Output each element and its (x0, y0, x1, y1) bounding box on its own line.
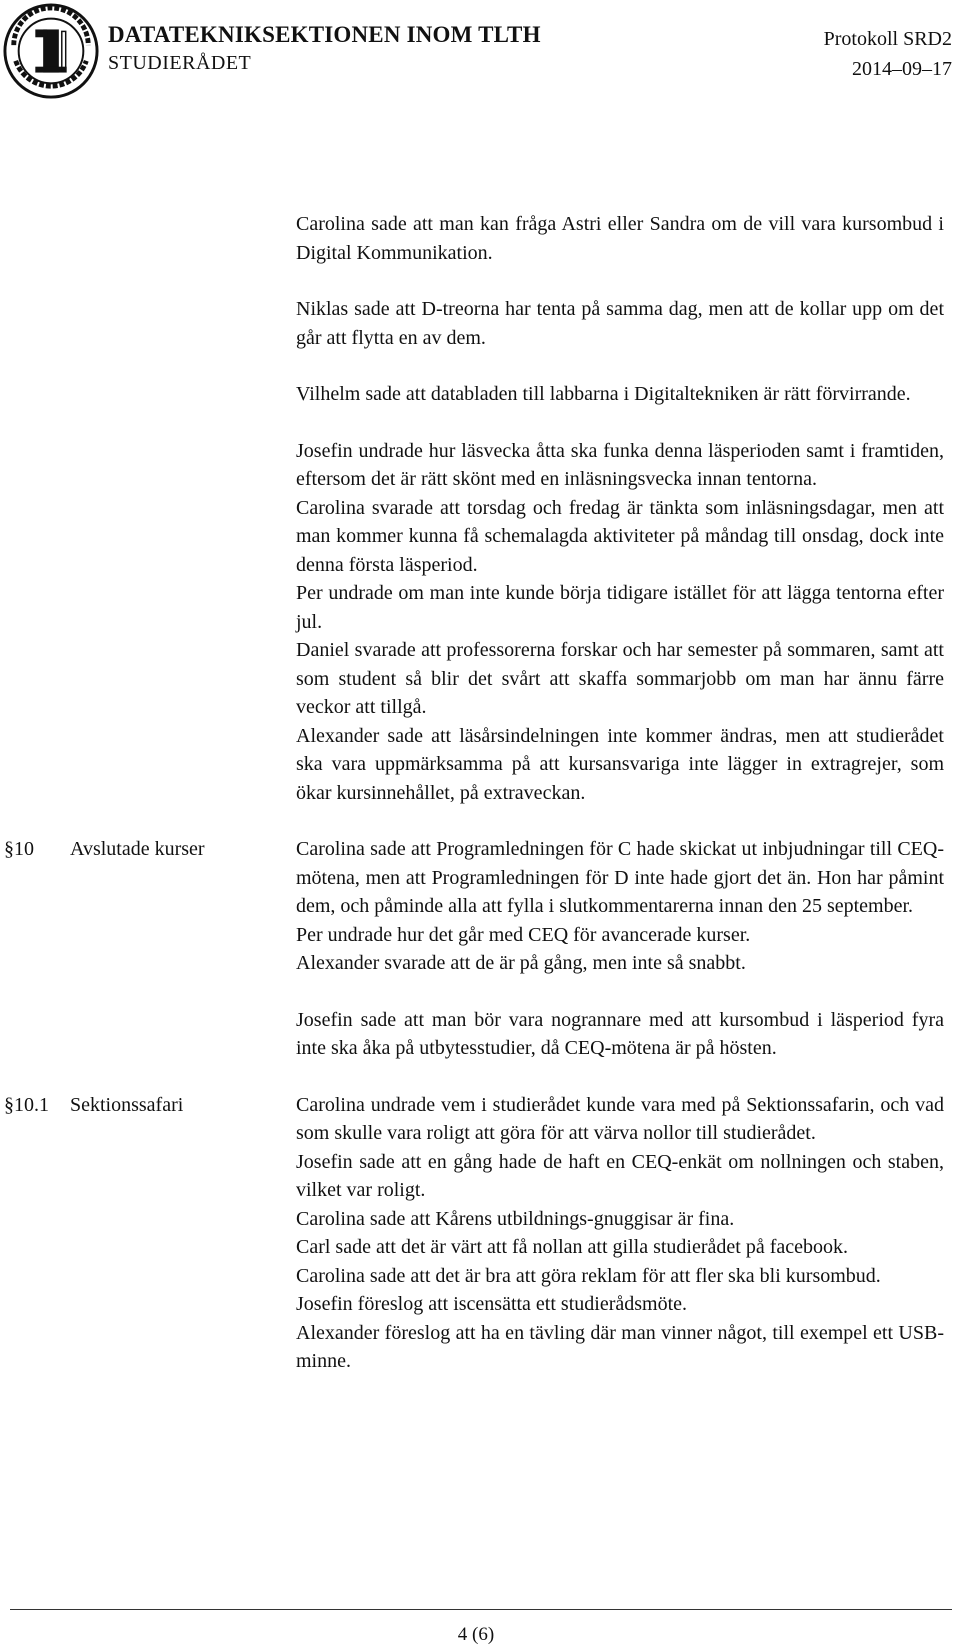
minutes-paragraph: Alexander sade att läsårsindelningen inte kommer ändras, men att studierådet ska vara uppmärksamma på att kursansvariga inte lägger in extragrejer, som ökar kursinnehållet, på extraveckan. (296, 724, 944, 804)
paragraph-block (296, 210, 944, 267)
paragraph-block (296, 1091, 944, 1376)
minutes-paragraph: Josefin sade att en gång hade de haft en CEQ-enkät om nollningen och staben, vilket var roligt. (296, 1150, 944, 1201)
minutes-paragraph: Daniel svarade att professorerna forskar och har semester på sommaren, samt att som student så blir det svårt att skaffa sommarjobb om man har ännu färre veckor att tillgå. (296, 639, 944, 718)
page-number (0, 1624, 960, 1646)
section-body (296, 1091, 944, 1376)
minutes-paragraph: Alexander svarade att de är på gång, men inte så snabbt. (296, 952, 746, 974)
minutes-content (0, 210, 960, 1404)
intro-section (0, 210, 960, 807)
minutes-paragraph: Carolina sade att man kan fråga Astri eller Sandra om de vill vara kursombud i Digital Kommunikation. (296, 213, 944, 264)
protocol-id: Protokoll SRD2 (823, 28, 952, 50)
minutes-paragraph: Josefin undrade hur läsvecka åtta ska funka denna läsperioden samt i framtiden, eftersom det är rätt skönt med en inläsningsvecka innan tentorna. (296, 439, 944, 490)
organization-subtitle: STUDIERÅDET (108, 52, 252, 74)
section-title: Sektionssafari (70, 1093, 184, 1116)
paragraph-block (296, 1006, 944, 1063)
sections-list (0, 835, 960, 1376)
paragraph-block (296, 295, 944, 352)
agenda-section (0, 835, 960, 1063)
minutes-paragraph: Carolina svarade att torsdag och fredag är tänkta som inläsningsdagar, men att man kommer kunna få schemalagda aktiviteter på måndag till onsdag, dock inte denna första läsperiod. (296, 496, 944, 576)
section-title: Avslutade kurser (70, 838, 205, 860)
paragraph-block (296, 835, 944, 978)
paragraph-block (296, 380, 944, 409)
minutes-paragraph: Carolina sade att Programledningen för C hade skickat ut inbjudningar till CEQ-mötena, men att Programledningen för D inte hade gjort det än. Hon har påmint dem, och påminde alla att fylla i slutkommentarerna innan den 25 september. (296, 838, 944, 917)
minutes-paragraph: Josefin föreslog att iscensätta ett studierådsmöte. (296, 1293, 688, 1315)
minutes-paragraph: Carl sade att det är värt att få nollan att gilla studierådet på facebook. (296, 1236, 848, 1258)
intro-body (296, 210, 944, 807)
footer-rule (10, 1609, 952, 1610)
paragraph-block (296, 437, 944, 808)
minutes-paragraph: Niklas sade att D-treorna har tenta på samma dag, men att de kollar upp om det går att flytta en av dem. (296, 298, 944, 349)
agenda-section (0, 1091, 960, 1376)
minutes-paragraph: Vilhelm sade att databladen till labbarna i Digitaltekniken är rätt förvirrande. (296, 383, 911, 405)
minutes-paragraph: Per undrade om man inte kunde börja tidigare istället för att lägga tentorna efter jul. (296, 582, 944, 633)
minutes-paragraph: Carolina undrade vem i studierådet kunde vara med på Sektionssafarin, och vad som skulle vara roligt att göra för att värva nollor till studierådet. (296, 1093, 944, 1144)
minutes-paragraph: Carolina sade att det är bra att göra reklam för att fler ska bli kursombud. (296, 1264, 881, 1287)
section-number: §10.1 (4, 1093, 49, 1116)
organization-name: DATATEKNIKSEKTIONEN INOM TLTH (108, 22, 541, 47)
datateknik-seal-logo (2, 2, 100, 100)
minutes-paragraph: Alexander föreslog att ha en tävling där man vinner något, till exempel ett USB-minne. (296, 1321, 944, 1372)
page-number-text: 4 (6) (457, 1624, 495, 1645)
section-body (296, 835, 944, 1063)
minutes-paragraph: Per undrade hur det går med CEQ för avancerade kurser. (296, 923, 751, 946)
minutes-paragraph: Carolina sade att Kårens utbildnings-gnuggisar är fina. (296, 1207, 735, 1230)
minutes-paragraph: Josefin sade att man bör vara nogrannare med att kursombud i läsperiod fyra inte ska åka på utbytesstudier, då CEQ-mötena är på hösten. (296, 1008, 944, 1059)
protocol-date: 2014–09–17 (852, 58, 952, 80)
section-number: §10 (4, 838, 34, 860)
page-header (0, 0, 960, 100)
